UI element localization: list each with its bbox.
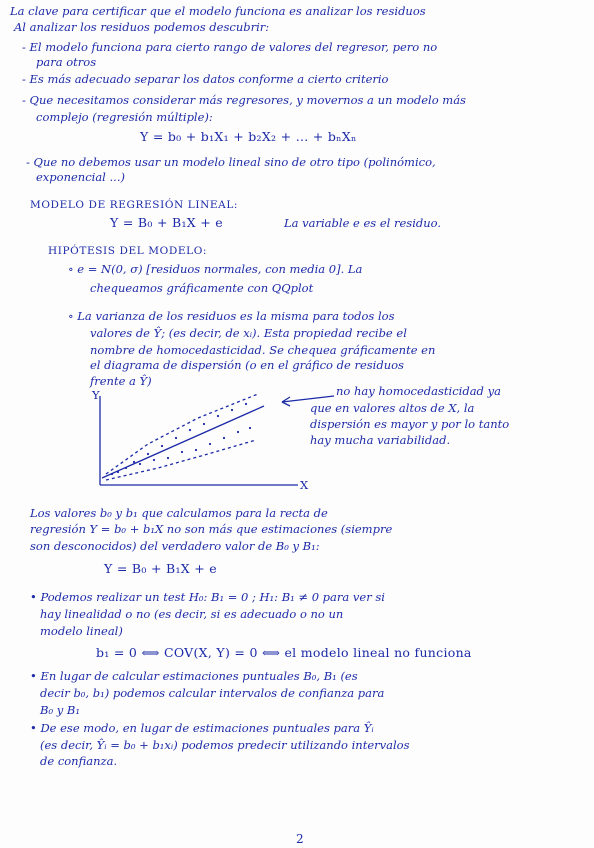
bullet-prediction-line-2: (es decir, Ŷᵢ = b₀ + b₁xᵢ) podemos predecir utilizando intervalos [40, 738, 410, 752]
sketch-x-label: X [300, 478, 309, 492]
upper-dispersion-bound [106, 394, 258, 474]
bullet-prediction-line-3: de confianza. [40, 754, 118, 768]
sketch-annotation-1: no hay homocedasticidad ya [336, 384, 501, 398]
finding-4-cont: exponencial ...) [36, 170, 125, 184]
bullet-test-line-3: modelo lineal) [40, 624, 123, 638]
heteroscedasticity-sketch [88, 388, 308, 498]
bullet-test: • Podemos realizar un test H₀: B₁ = 0 ; H₁: B₁ ≠ 0 para ver si [30, 590, 385, 604]
finding-1-cont: para otros [36, 55, 97, 69]
hypothesis-2: ∘ La varianza de los residuos es la misma para todos los [68, 309, 395, 323]
model-note: La variable e es el residuo. [284, 216, 442, 230]
sketch-annotation-3: dispersión es mayor y por lo tanto [310, 417, 510, 431]
bullet-test-line-2: hay linealidad o no (es decir, si es adecuado o no un [40, 607, 344, 621]
estimates-line-2: regresión Y = b₀ + b₁X no son más que estimaciones (siempre [30, 522, 393, 536]
model-heading: MODELO DE REGRESIÓN LINEAL: [30, 199, 239, 211]
model-formula: Y = B₀ + B₁X + e [110, 215, 224, 230]
bullet-intervals-line-3: B₀ y B₁ [40, 703, 80, 717]
finding-1: - El modelo funciona para cierto rango de valores del regresor, pero no [22, 40, 438, 54]
hypothesis-1: ∘ e = N(0, σ) [residuos normales, con media 0]. La [68, 262, 363, 276]
intro-line-1: La clave para certificar que el modelo funciona es analizar los residuos [10, 4, 426, 18]
covariance-equivalence: b₁ = 0 ⟺ COV(X, Y) = 0 ⟺ el modelo lineal no funciona [96, 645, 472, 660]
estimates-line-1: Los valores b₀ y b₁ que calculamos para la recta de [30, 506, 328, 520]
intro-line-2: Al analizar los residuos podemos descubrir: [14, 20, 270, 34]
hypothesis-2-line-4: el diagrama de dispersión (o en el gráfico de residuos [90, 358, 404, 372]
bullet-prediction: • De ese modo, en lugar de estimaciones puntuales para Ŷᵢ [30, 721, 374, 735]
sketch-annotation-4: hay mucha variabilidad. [310, 433, 451, 447]
true-model-formula: Y = B₀ + B₁X + e [104, 561, 218, 576]
hypothesis-2-line-3: nombre de homocedasticidad. Se chequea gráficamente en [90, 343, 436, 357]
finding-2: - Es más adecuado separar los datos conforme a cierto criterio [22, 72, 389, 86]
sketch-annotation-2: que en valores altos de X, la [310, 401, 475, 415]
page-number: 2 [296, 832, 304, 846]
hypothesis-2-line-2: valores de Ŷ; (es decir, de xᵢ). Esta propiedad recibe el [90, 326, 407, 340]
estimates-line-3: son desconocidos) del verdadero valor de B₀ y B₁: [30, 539, 320, 553]
finding-4: - Que no debemos usar un modelo lineal sino de otro tipo (polinómico, [26, 155, 436, 169]
hypothesis-1-cont: chequeamos gráficamente con QQplot [90, 281, 314, 295]
finding-3: - Que necesitamos considerar más regresores, y movernos a un modelo más [22, 93, 466, 107]
multiple-regression-formula: Y = b₀ + b₁X₁ + b₂X₂ + ... + bₙXₙ [140, 129, 357, 144]
hypotheses-heading: HIPÓTESIS DEL MODELO: [48, 245, 208, 257]
bullet-intervals-line-2: decir b₀, b₁) podemos calcular intervalos de confianza para [40, 686, 385, 700]
finding-3-cont: complejo (regresión múltiple): [36, 110, 213, 124]
sketch-y-label: Y [92, 388, 100, 402]
hypothesis-2-line-5: frente a Ŷ) [90, 374, 152, 388]
bullet-intervals: • En lugar de calcular estimaciones puntuales B₀, B₁ (es [30, 669, 358, 683]
lower-dispersion-bound [106, 440, 256, 480]
